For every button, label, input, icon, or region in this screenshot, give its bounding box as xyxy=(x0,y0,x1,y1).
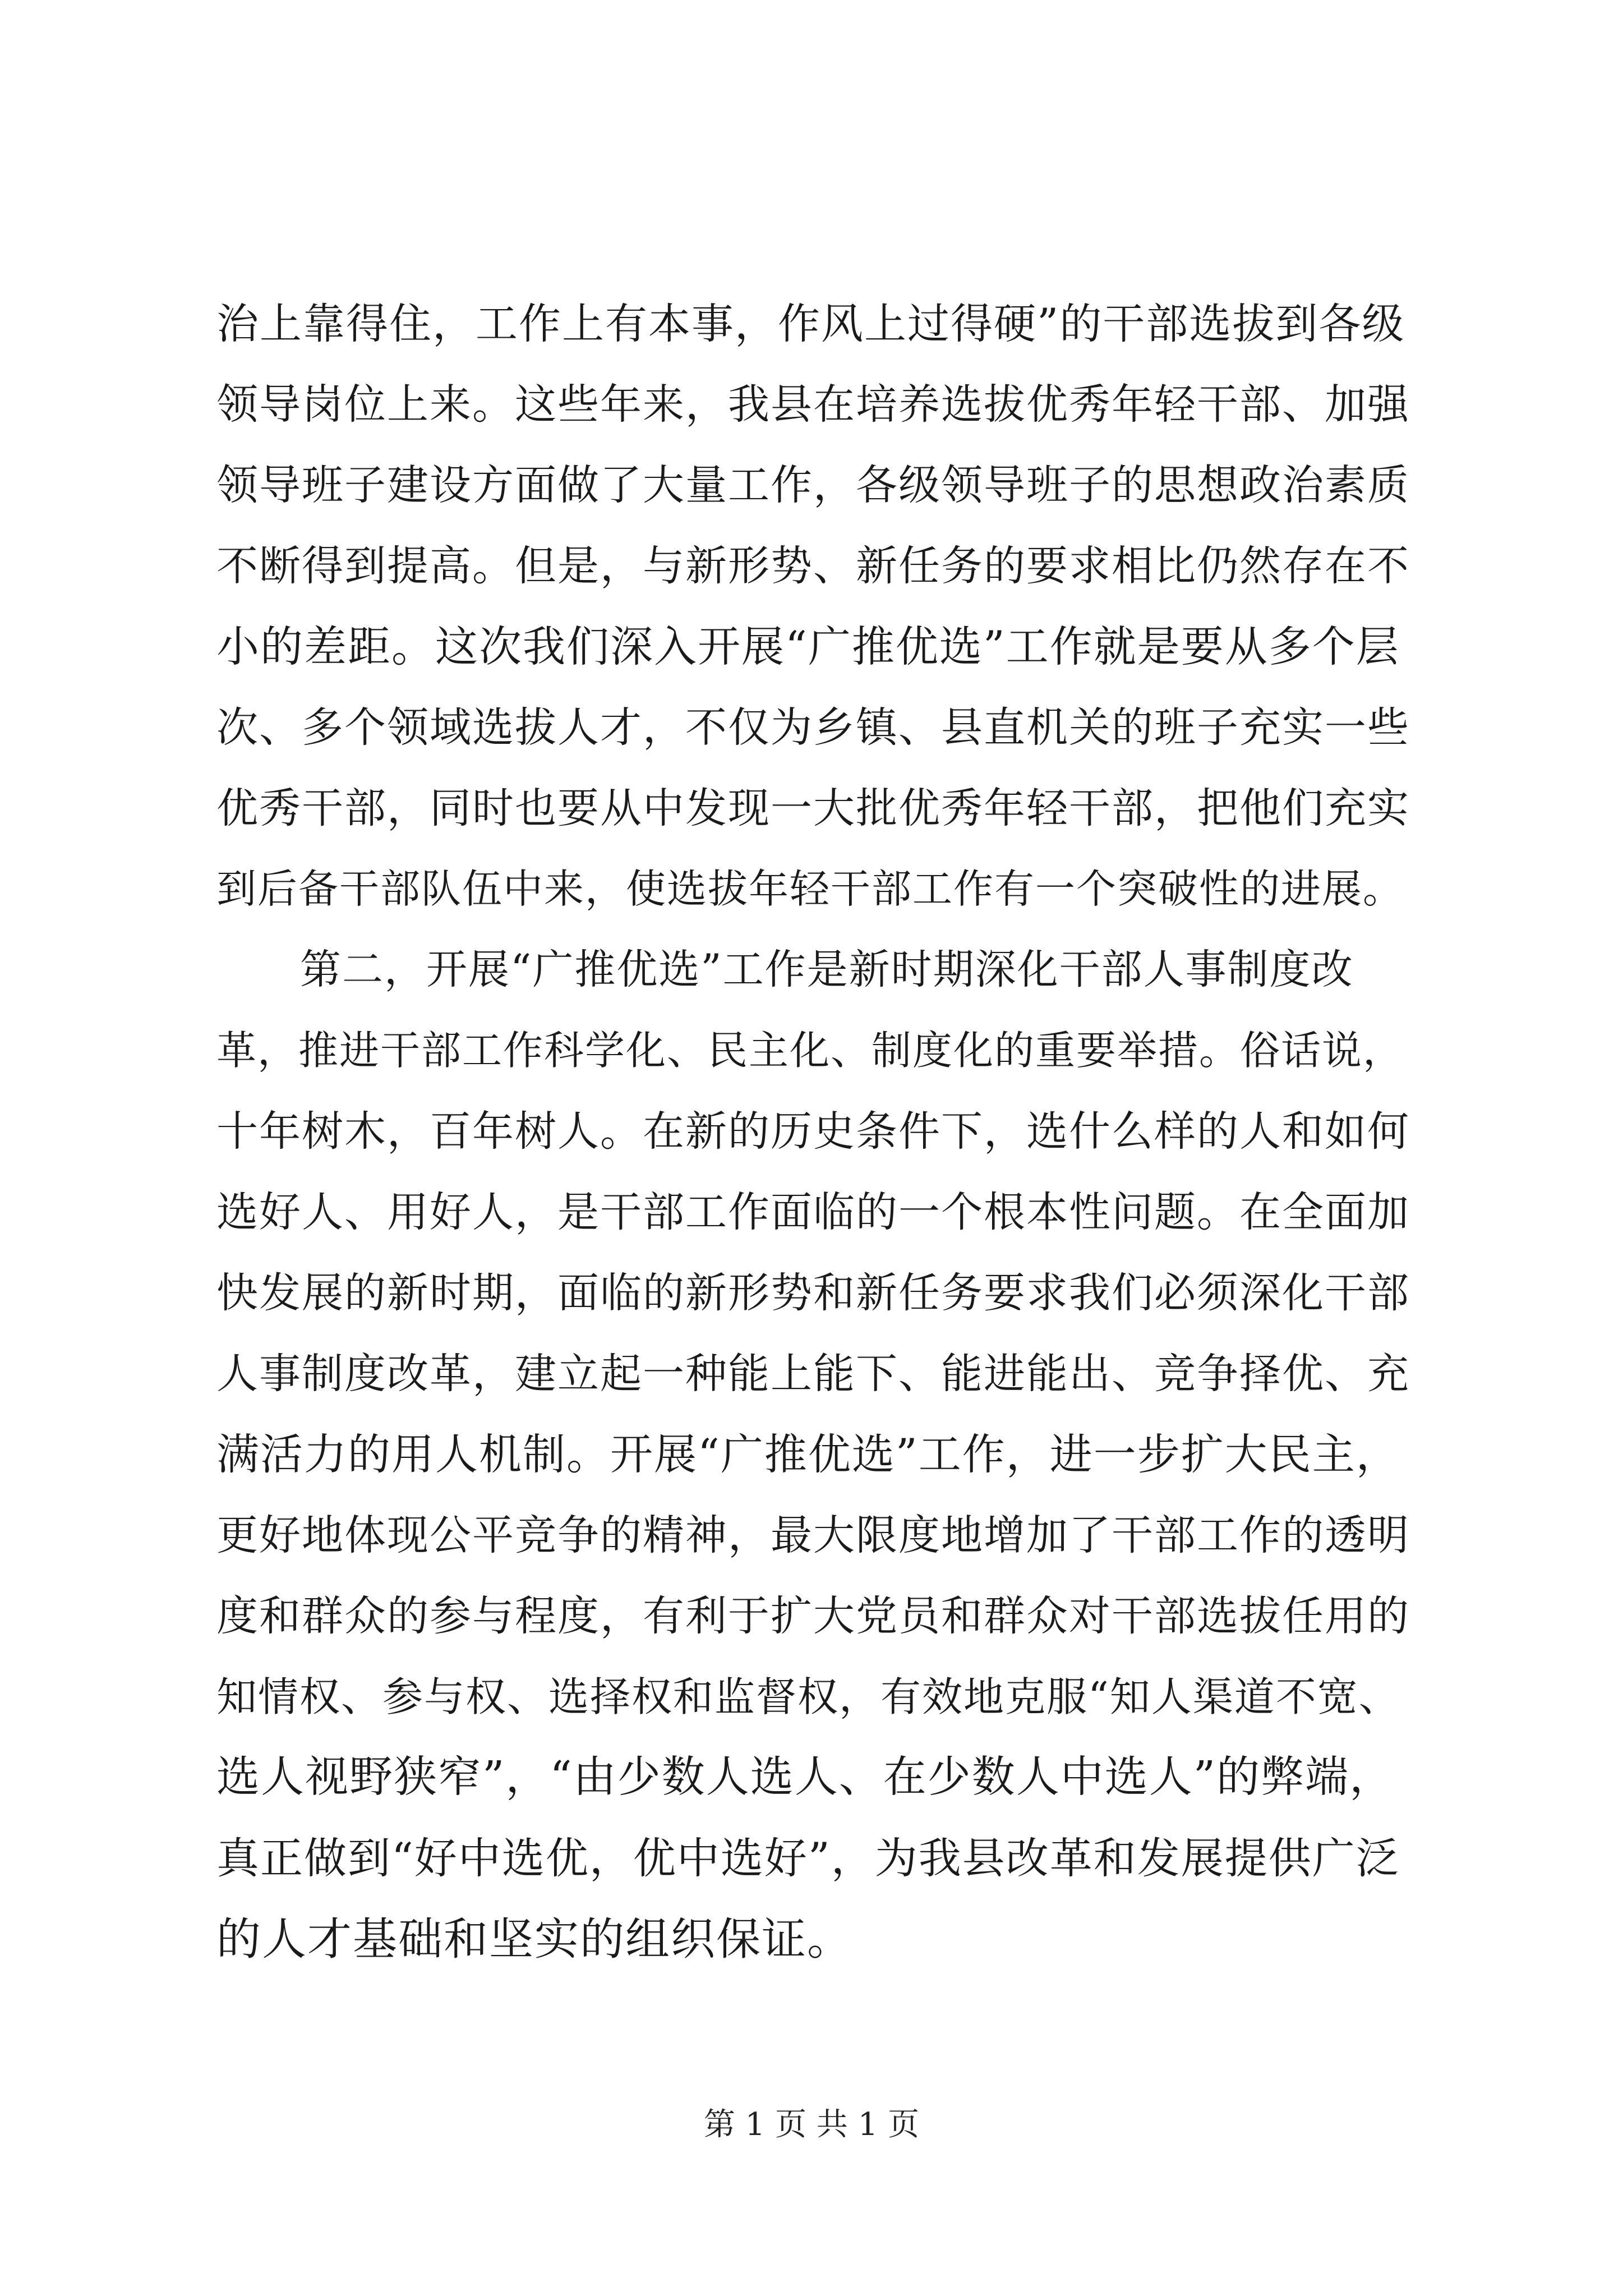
text-line: 的人才基础和坚实的组织保证。 xyxy=(216,1913,852,1965)
text-line: 革，推进干部工作科学化、民主化、制度化的重要举措。俗话说， xyxy=(216,1027,1404,1074)
text-line: 知情权、参与权、选择权和监督权，有效地克服“知人渠道不宽、 xyxy=(216,1673,1400,1720)
text-line: 真正做到“好中选优，优中选好”，为我县改革和发展提供广泛 xyxy=(216,1833,1400,1883)
paragraph-start-line: 第二，开展“广推优选”工作是新时期深化干部人事制度改 xyxy=(300,946,1354,993)
text-line: 度和群众的参与程度，有利于扩大党员和群众对干部选拔任用的 xyxy=(216,1592,1410,1640)
text-line: 快发展的新时期，面临的新形势和新任务要求我们必须深化干部 xyxy=(216,1269,1410,1317)
text-line: 更好地体现公平竞争的精神，最大限度地增加了干部工作的透明 xyxy=(216,1511,1410,1559)
text-line: 小的差距。这次我们深入开展“广推优选”工作就是要从多个层 xyxy=(216,622,1400,671)
text-line: 选好人、用好人，是干部工作面临的一个根本性问题。在全面加 xyxy=(216,1188,1410,1236)
text-line: 不断得到提高。但是，与新形势、新任务的要求相比仍然存在不 xyxy=(216,542,1410,590)
text-line: 领导岗位上来。这些年来，我县在培养选拔优秀年轻干部、加强 xyxy=(216,380,1410,429)
text-line: 人事制度改革，建立起一种能上能下、能进能出、竞争择优、充 xyxy=(216,1350,1410,1398)
text-line: 到后备干部队伍中来，使选拔年轻干部工作有一个突破性的进展。 xyxy=(216,866,1404,912)
text-line: 领导班子建设方面做了大量工作，各级领导班子的思想政治素质 xyxy=(216,461,1410,509)
text-line: 治上靠得住，工作上有本事，作风上过得硬”的干部选拔到各级 xyxy=(216,299,1405,348)
text-line: 优秀干部，同时也要从中发现一大批优秀年轻干部，把他们充实 xyxy=(216,784,1410,832)
text-line: 十年树木，百年树人。在新的历史条件下，选什么样的人和如何 xyxy=(216,1107,1410,1156)
text-line: 次、多个领域选拔人才，不仅为乡镇、县直机关的班子充实一些 xyxy=(216,703,1410,752)
text-line: 选人视野狭窄”，“由少数人选人、在少数人中选人”的弊端， xyxy=(216,1752,1394,1802)
text-line: 满活力的用人机制。开展“广推优选”工作，进一步扩大民主， xyxy=(216,1429,1400,1479)
page-footer: 第 1 页 共 1 页 xyxy=(703,2106,920,2143)
